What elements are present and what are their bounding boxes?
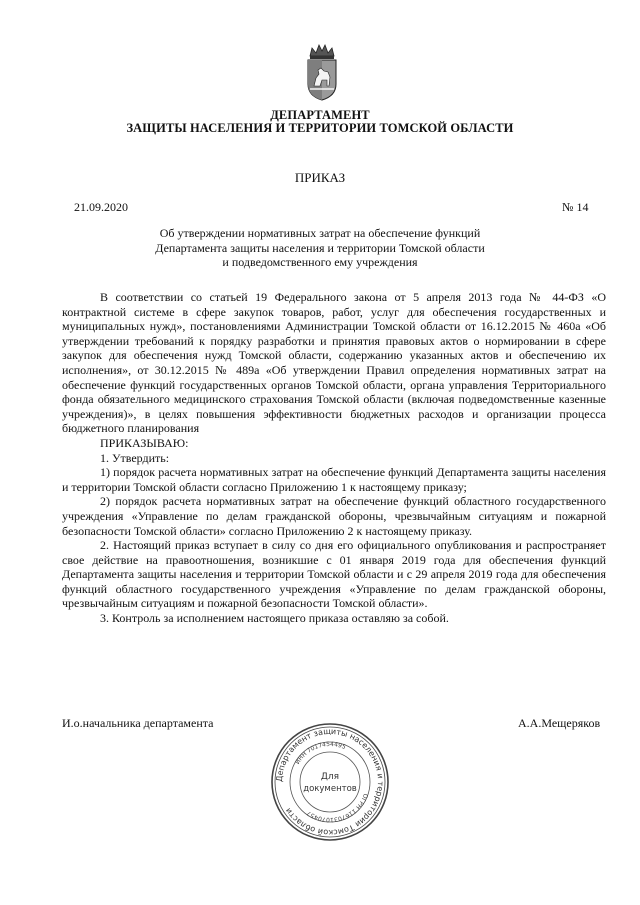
- subject-line: Департамента защиты населения и территории Томской области: [155, 240, 485, 255]
- item-paragraph: 3. Контроль за исполнением настоящего приказа оставляю за собой.: [100, 611, 449, 626]
- tomsk-coat-of-arms-icon: [302, 42, 342, 102]
- document-subject: [120, 226, 520, 270]
- document-body: [62, 290, 606, 626]
- org-name-line2: ЗАЩИТЫ НАСЕЛЕНИЯ И ТЕРРИТОРИИ ТОМСКОЙ ОБЛАСТИ: [126, 121, 514, 135]
- stamp-center-line1: Для: [320, 772, 340, 782]
- stamp-outer-ring: [272, 724, 388, 840]
- document-date: 21.09.2020: [74, 200, 128, 214]
- order-word: ПРИКАЗЫВАЮ:: [100, 435, 189, 450]
- signatory-name: А.А.Мещеряков: [518, 716, 601, 730]
- document-type: ПРИКАЗ: [294, 170, 346, 185]
- stamp-ring-text: Департамент защиты населения и территории Томской области: [274, 726, 386, 838]
- signatory-position: И.о.начальника департамента: [62, 716, 214, 730]
- subject-line: и подведомственного ему учреждения: [222, 255, 418, 269]
- item-paragraph: 1) порядок расчета нормативных затрат на обеспечение функций Департамента защиты населения и территории Томской области согласно Приложению 1 к настоящему приказу;: [62, 465, 606, 494]
- document-number: № 14: [562, 200, 589, 214]
- stamp-ogrn: ОГРН 1167031070457: [305, 792, 369, 824]
- item-paragraph: 1. Утвердить:: [100, 450, 170, 465]
- item-paragraph: 2. Настоящий приказ вступает в силу со дня его официального опубликования и распространяет свое действие на правоотношения, возникшие с 01 января 2019 года для обеспечения функций Департамента защиты населения и территории Томской области и с 29 апреля 2019 года для обеспечения функций областного государственного учреждения «Управление по делам гражданской обороны, чрезвычайным ситуациям и пожарной безопасности Томской области».: [62, 538, 606, 611]
- subject-line: Об утверждении нормативных затрат на обеспечение функций: [159, 226, 481, 240]
- preamble-paragraph: В соответствии со статьей 19 Федерального закона от 5 апреля 2013 года № 44-ФЗ «О контрактной системе в сфере закупок товаров, работ, услуг для обеспечения государственных и муниципальных нужд», постановлениями Администрации Томской области от 16.12.2015 № 460а «Об утверждении требований к порядку разработки и принятия правовых актов о нормировании в сфере закупок для обеспечения нужд Томской области, содержанию указанных актов и обеспечению их исполнения», от 30.12.2015 № 489а «Об утверждении Правил определения нормативных затрат на обеспечение функций государственных органов Томской области, органа управления Территориального фонда обязательного медицинского страхования Томской области (включая подведомственные казенные учреждения)», в целях повышения эффективности бюджетных расходов и организации процесса бюджетного планирования: [62, 290, 606, 436]
- stamp-center-line2: документов: [303, 784, 357, 794]
- org-name-line1: ДЕПАРТАМЕНТ: [270, 108, 370, 122]
- stamp-inn: ИНН 7017454495: [294, 740, 347, 766]
- item-paragraph: 2) порядок расчета нормативных затрат на обеспечение функций областного государственного учреждения «Управление по делам гражданской обороны, чрезвычайным ситуациям и пожарной безопасности Томской области» согласно Приложению 2 к настоящему приказу.: [62, 494, 606, 538]
- official-stamp: [268, 720, 392, 844]
